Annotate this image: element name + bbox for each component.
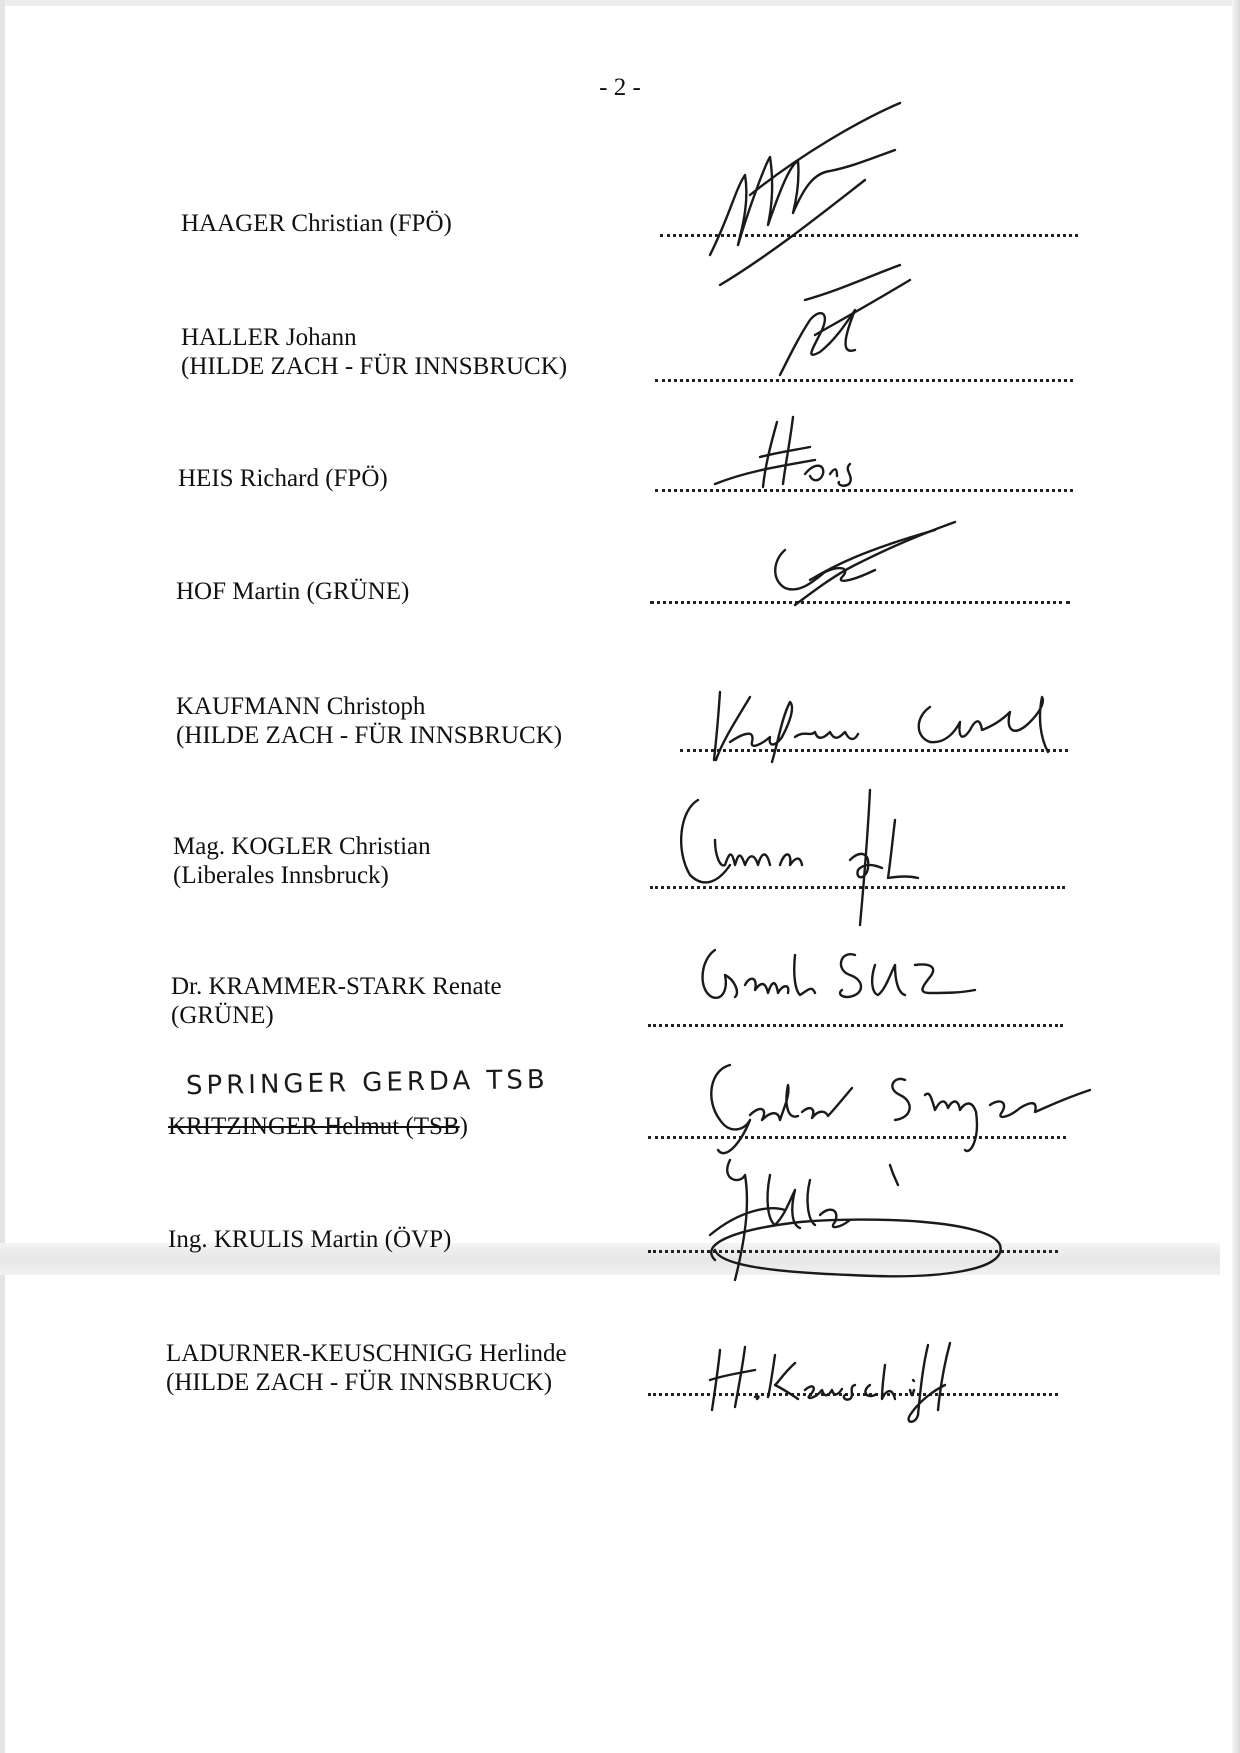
page-number: - 2 -	[599, 74, 641, 101]
signatory-name-krulis	[168, 1225, 451, 1254]
signatory-name-heis	[178, 464, 388, 493]
party-line: (HILDE ZACH - FÜR INNSBRUCK)	[176, 722, 563, 749]
closing-parenthesis: )	[459, 1113, 468, 1140]
name-line: HAAGER Christian (FPÖ)	[181, 210, 452, 237]
name-line: KAUFMANN Christoph	[176, 693, 426, 720]
kogler-signature	[670, 780, 960, 930]
handwritten-replacement-name: SPRINGER GERDA TSB	[185, 1064, 549, 1102]
name-line: Mag. KOGLER Christian	[173, 833, 431, 860]
ladurner-keuschnigg-signature	[700, 1335, 990, 1425]
signatory-name-kritzinger	[168, 1112, 468, 1141]
struck-through-name: KRITZINGER Helmut (TSB	[168, 1113, 460, 1140]
name-line	[168, 1112, 468, 1141]
scan-edge-top	[0, 0, 1240, 6]
krammer-stark-signature	[690, 935, 1000, 1015]
scan-edge-right	[1232, 0, 1240, 1753]
kaufmann-signature	[700, 682, 1080, 767]
party-line: (HILDE ZACH - FÜR INNSBRUCK)	[166, 1369, 553, 1396]
signatory-name-kogler	[173, 832, 431, 890]
name-line: HEIS Richard (FPÖ)	[178, 465, 388, 492]
signatory-name-haller	[181, 323, 567, 381]
signatory-name-kaufmann	[176, 692, 562, 750]
signatory-name-krammer-stark	[171, 972, 502, 1030]
name-line: Dr. KRAMMER-STARK Renate	[171, 973, 502, 1000]
signatory-name-haager	[181, 209, 452, 238]
party-line: (Liberales Innsbruck)	[173, 862, 389, 889]
name-line: HALLER Johann	[181, 324, 357, 351]
krulis-signature	[690, 1150, 1020, 1285]
name-line: HOF Martin (GRÜNE)	[176, 578, 410, 605]
party-line: (GRÜNE)	[171, 1002, 274, 1029]
name-line: Ing. KRULIS Martin (ÖVP)	[168, 1226, 452, 1253]
party-line: (HILDE ZACH - FÜR INNSBRUCK)	[181, 353, 568, 380]
signature-line	[648, 1024, 1063, 1027]
name-line: LADURNER-KEUSCHNIGG Herlinde	[166, 1340, 567, 1367]
scan-edge-left	[0, 0, 5, 1753]
hof-signature	[755, 510, 975, 620]
heis-signature	[705, 412, 885, 492]
springer-signature	[690, 1050, 1110, 1160]
haller-signature	[750, 260, 930, 390]
signatory-name-ladurner-keuschnigg	[166, 1339, 567, 1397]
signatory-name-hof	[176, 577, 409, 606]
